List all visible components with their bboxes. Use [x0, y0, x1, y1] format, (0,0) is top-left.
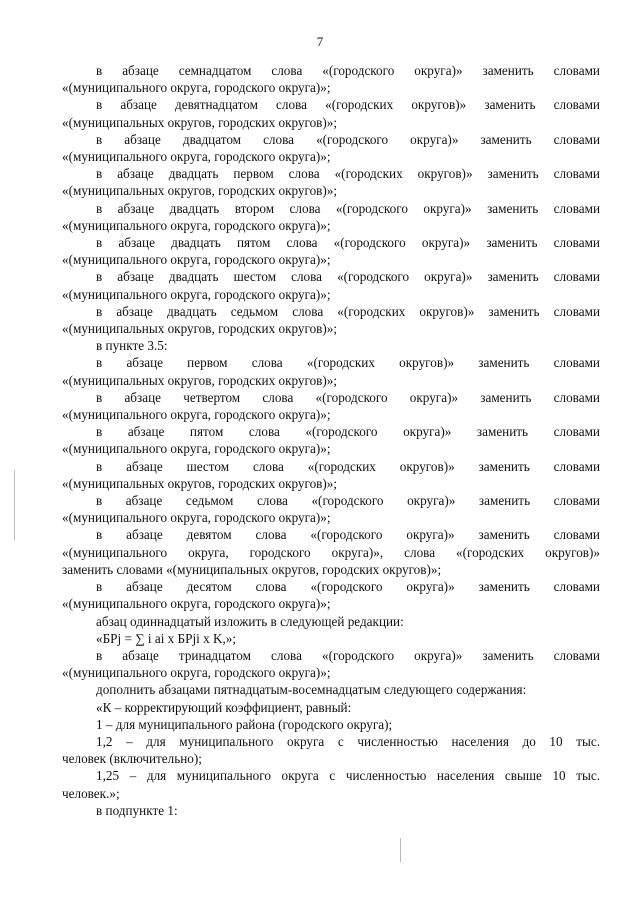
paragraph-line: «(муниципальных округов, городских округов)»;: [62, 321, 338, 337]
paragraph-line: «(муниципального округа, городского округа)»;: [62, 407, 331, 423]
paragraph-line: «(муниципального округа, городского округа)», слова «(городских округов)»: [62, 544, 600, 560]
paragraph-line: в абзаце двадцать пятом слова «(городского округа)» заменить словами: [96, 235, 600, 251]
paragraph-line: человек.»;: [62, 785, 120, 801]
scan-artifact: [400, 838, 401, 862]
scan-artifact: [14, 470, 15, 540]
paragraph-line: в абзаце двадцать втором слова «(городского округа)» заменить словами: [96, 200, 600, 216]
paragraph-line: в подпункте 1:: [96, 802, 178, 818]
paragraph-line: «(муниципального округа, городского округа)»;: [62, 596, 331, 612]
paragraph-line: в абзаце четвертом слова «(городского округа)» заменить словами: [96, 389, 600, 405]
document-body: [62, 62, 600, 819]
paragraph-line: 1,2 – для муниципального округа с численностью населения до 10 тыс.: [96, 733, 600, 749]
paragraph-line: «(муниципального округа, городского округа)»;: [62, 286, 331, 302]
paragraph-line: «(муниципального округа, городского округа)»;: [62, 252, 331, 268]
paragraph-line: в абзаце двадцатом слова «(городского округа)» заменить словами: [96, 131, 600, 147]
paragraph-line: в абзаце двадцать шестом слова «(городского округа)» заменить словами: [96, 269, 600, 285]
paragraph-line: дополнить абзацами пятнадцатым-восемнадцатым следующего содержания:: [96, 682, 527, 698]
paragraph-line: «(муниципального округа, городского округа)»;: [62, 149, 331, 165]
paragraph-line: в абзаце седьмом слова «(городского округа)» заменить словами: [96, 493, 600, 509]
paragraph-line: «(муниципальных округов, городских округов)»;: [62, 475, 338, 491]
paragraph-line: в абзаце двадцать седьмом слова «(городских округов)» заменить словами: [96, 303, 600, 319]
paragraph-line: абзац одиннадцатый изложить в следующей редакции:: [96, 613, 404, 629]
paragraph-line: «(муниципальных округов, городских округов)»;: [62, 114, 338, 130]
paragraph-line: в абзаце тринадцатом слова «(городского округа)» заменить словами: [96, 647, 600, 663]
paragraph-line: «(муниципального округа, городского округа)»;: [62, 665, 331, 681]
paragraph-line: «К – корректирующий коэффициент, равный:: [96, 699, 352, 715]
paragraph-line: «(муниципального округа, городского округа)»;: [62, 510, 331, 526]
paragraph-line: «(муниципальных округов, городских округов)»;: [62, 372, 338, 388]
paragraph-line: «БРj = ∑ i ai x БРji x K,»;: [96, 630, 237, 646]
paragraph-line: «(муниципального округа, городского округа)»;: [62, 217, 331, 233]
paragraph-line: в абзаце двадцать первом слова «(городских округов)» заменить словами: [96, 166, 600, 182]
paragraph-line: 1,25 – для муниципального округа с численностью населения свыше 10 тыс.: [96, 768, 600, 784]
paragraph-line: в абзаце девятнадцатом слова «(городских округов)» заменить словами: [96, 97, 600, 113]
paragraph-line: «(муниципального округа, городского округа)»;: [62, 80, 331, 96]
page-number: 7: [316, 34, 324, 49]
paragraph-line: «(муниципального округа, городского округа)»;: [62, 441, 331, 457]
paragraph-line: в пункте 3.5:: [96, 338, 168, 354]
paragraph-line: человек (включительно);: [62, 751, 202, 767]
paragraph-line: в абзаце пятом слова «(городского округа)» заменить словами: [96, 424, 600, 440]
paragraph-line: в абзаце десятом слова «(городского округа)» заменить словами: [96, 579, 600, 595]
paragraph-line: «(муниципальных округов, городских округов)»;: [62, 183, 338, 199]
paragraph-line: заменить словами «(муниципальных округов, городских округов)»;: [62, 561, 442, 577]
paragraph-line: в абзаце шестом слова «(городских округов)» заменить словами: [96, 458, 600, 474]
paragraph-line: в абзаце девятом слова «(городского округа)» заменить словами: [96, 527, 600, 543]
paragraph-line: 1 – для муниципального района (городского округа);: [96, 716, 393, 732]
paragraph-line: в абзаце первом слова «(городских округов)» заменить словами: [96, 355, 600, 371]
paragraph-line: в абзаце семнадцатом слова «(городского округа)» заменить словами: [96, 63, 600, 78]
